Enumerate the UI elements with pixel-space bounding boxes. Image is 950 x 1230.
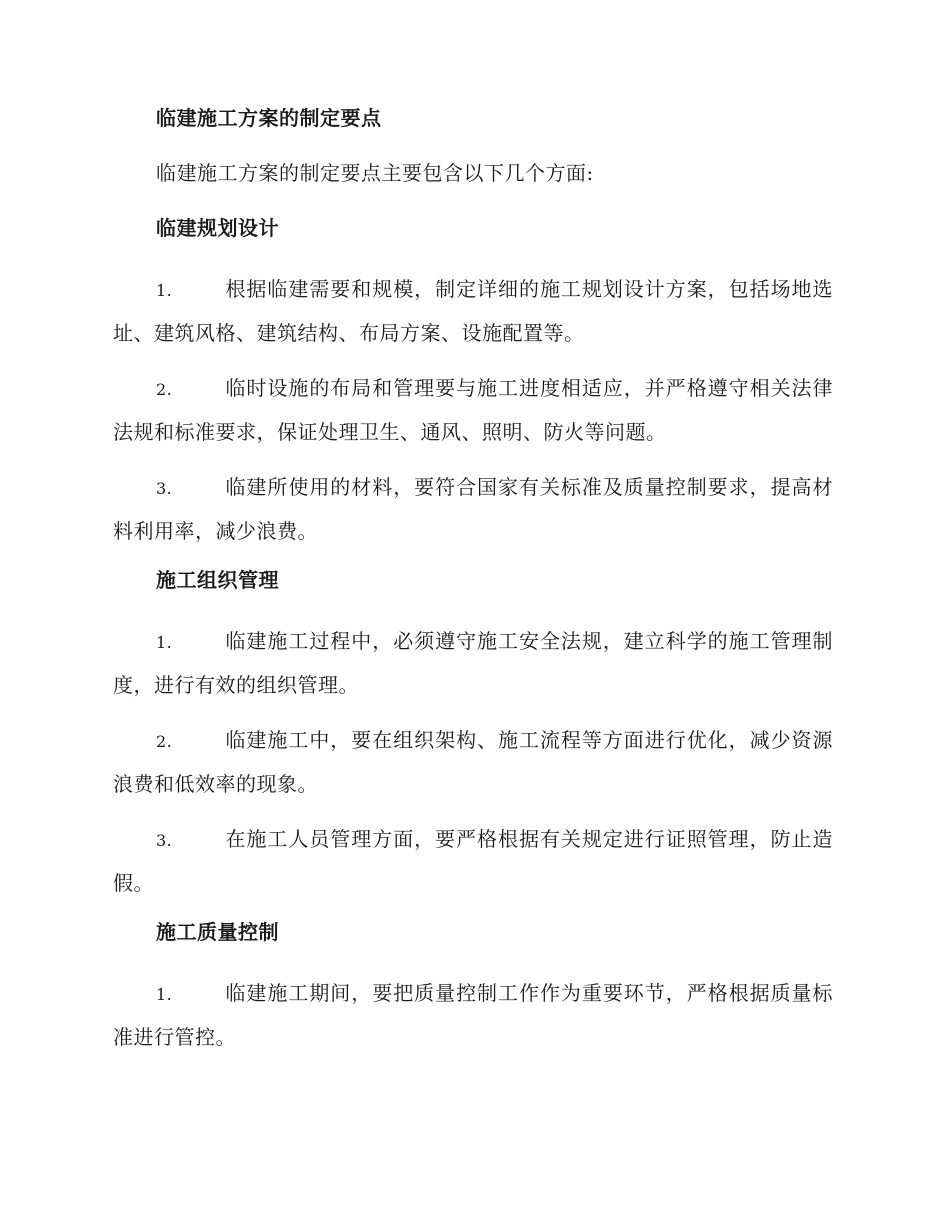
list-item <box>113 466 833 553</box>
list-item-text: 在施工人员管理方面，要严格根据有关规定进行证照管理，防止造假。 <box>113 827 833 895</box>
list-item-text: 临建所使用的材料，要符合国家有关标准及质量控制要求，提高材料利用率，减少浪费。 <box>113 475 833 543</box>
document-body <box>113 103 833 1071</box>
list-item-number: 2. <box>156 380 173 399</box>
list-item-text: 临时设施的布局和管理要与施工进度相适应，并严格遵守相关法律法规和标准要求，保证处理卫生、通风、照明、防火等问题。 <box>113 376 833 444</box>
section-heading-planning: 临建规划设计 <box>156 216 279 240</box>
list-item <box>113 818 833 905</box>
list-item-number: 2. <box>156 732 173 751</box>
document-title: 临建施工方案的制定要点 <box>156 106 382 130</box>
list-item-number: 3. <box>156 479 173 498</box>
list-item <box>113 972 833 1059</box>
section-heading-organization: 施工组织管理 <box>156 568 279 592</box>
list-item-number: 3. <box>156 831 173 850</box>
list-item <box>113 620 833 707</box>
section-heading-quality: 施工质量控制 <box>156 920 279 944</box>
list-item-text: 临建施工中，要在组织架构、施工流程等方面进行优化，减少资源浪费和低效率的现象。 <box>113 728 833 796</box>
list-item <box>113 367 833 454</box>
list-item-text: 临建施工期间，要把质量控制工作作为重要环节，严格根据质量标准进行管控。 <box>113 981 833 1049</box>
list-item-text: 根据临建需要和规模，制定详细的施工规划设计方案，包括场地选址、建筑风格、建筑结构、布局方案、设施配置等。 <box>113 277 833 345</box>
intro-paragraph: 临建施工方案的制定要点主要包含以下几个方面: <box>156 161 594 185</box>
list-item <box>113 719 833 806</box>
list-item-number: 1. <box>156 633 173 652</box>
list-item-text: 临建施工过程中，必须遵守施工安全法规，建立科学的施工管理制度，进行有效的组织管理。 <box>113 629 833 697</box>
list-item-number: 1. <box>156 985 173 1004</box>
list-item-number: 1. <box>156 281 173 300</box>
list-item <box>113 268 833 355</box>
